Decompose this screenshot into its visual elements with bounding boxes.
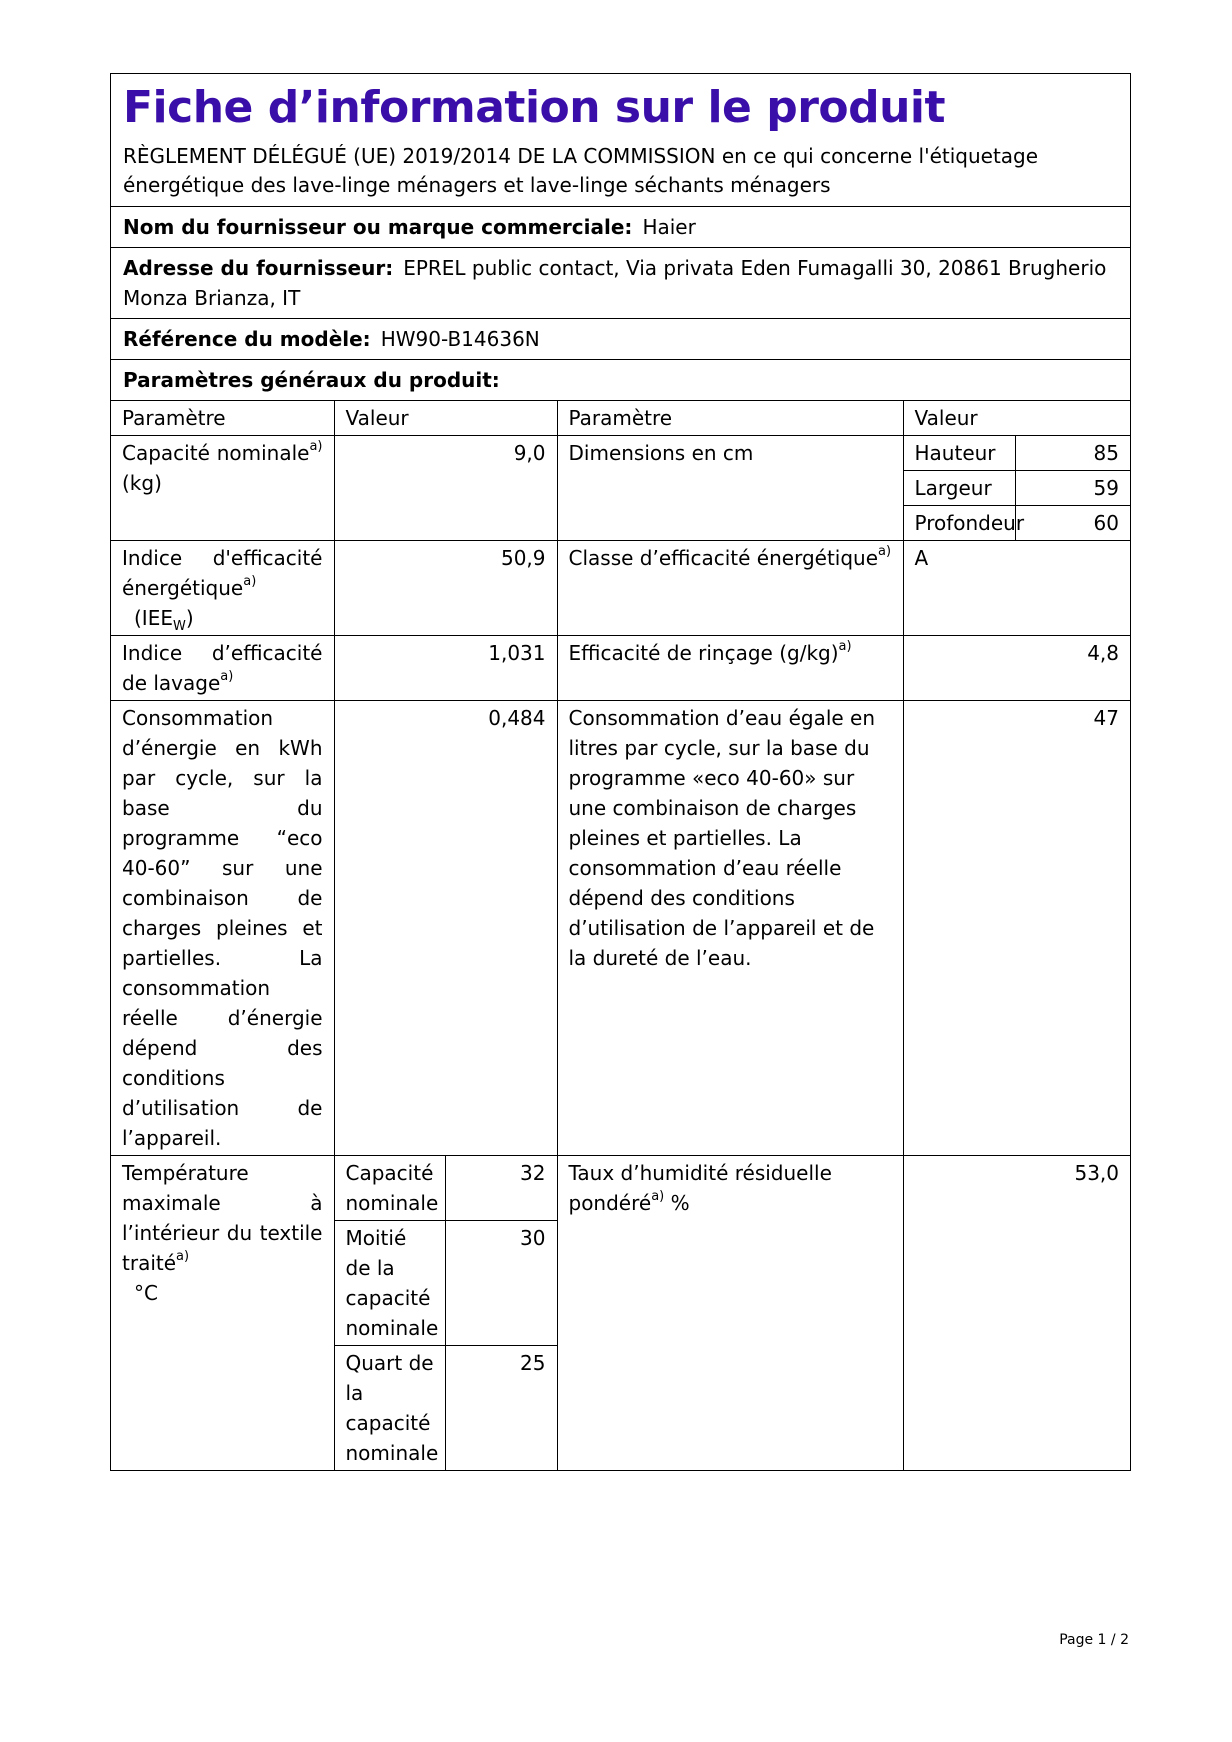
page-title: Fiche d’information sur le produit: [123, 82, 946, 133]
general-params-heading: Paramètres généraux du produit:: [123, 368, 500, 392]
capacity-label: Capacité nominale$^{a)}$ (kg): [111, 436, 334, 541]
page-number: Page 1 / 2: [1059, 1632, 1129, 1648]
eei-label: Indice d'efficacité énergétique$^{a)}$ $(IEE_W)$: [111, 541, 334, 636]
general-params-row: [111, 360, 1130, 401]
regulation-text: RÈGLEMENT DÉLÉGUÉ (UE) 2019/2014 DE LA COMMISSION en ce qui concerne l'étiquetage énergétique des lave-linge ménagers et lave-linge séchants ménagers: [123, 144, 1039, 197]
model-label: Référence du modèle:: [123, 327, 371, 351]
model-row: [111, 319, 1130, 360]
header-value: Valeur: [334, 401, 557, 436]
params-table: [111, 401, 1130, 1470]
washing-value: 1,031: [334, 636, 557, 701]
energy-consumption-value: 0,484: [334, 701, 557, 1156]
params-table-row: [111, 401, 1130, 1470]
supplier-label: Nom du fournisseur ou marque commerciale:: [123, 215, 633, 239]
max-temp-row-value: 25: [446, 1346, 557, 1471]
humidity-value: 53,0: [903, 1156, 1130, 1471]
width-value: 59: [1016, 471, 1131, 506]
max-temp-row-label: Moitié de la capacité nominale: [335, 1221, 446, 1346]
width-label: Largeur: [904, 471, 1016, 506]
supplier-value: Haier: [642, 215, 696, 239]
table-row: [111, 701, 1130, 1156]
max-temp-label: Température maximale à l’intérieur du textile traité$^{a)}$ °C: [111, 1156, 334, 1471]
energy-class-value: A: [903, 541, 1130, 636]
energy-class-label: Classe d’efficacité énergétique$^{a)}$: [557, 541, 903, 636]
table-row: [111, 436, 1130, 541]
header-param-2: Paramètre: [557, 401, 903, 436]
max-temp-row-value: 30: [446, 1221, 557, 1346]
dimensions-cell: [903, 436, 1130, 541]
model-value: HW90-B14636N: [380, 327, 540, 351]
address-value: EPREL public contact, Via privata Eden Fumagalli 30, 20861 Brugherio Monza Brianza, IT: [123, 256, 1107, 310]
max-temp-row-value: 32: [446, 1156, 557, 1221]
washing-label: Indice d’efficacité de lavage$^{a)}$: [111, 636, 334, 701]
supplier-row: [111, 207, 1130, 248]
dimensions-subtable: [904, 436, 1131, 540]
depth-value: 60: [1016, 506, 1131, 541]
water-consumption-label: Consommation d’eau égale en litres par cycle, sur la base du programme «eco 40-60» sur une combinaison de charges pleines et partielles. La consommation d’eau réelle dépend des conditions d’utilisation de l’appareil et de la dureté de l’eau.: [557, 701, 903, 1156]
table-row: [111, 1156, 1130, 1471]
product-information-sheet: [110, 73, 1131, 1471]
dimensions-label: Dimensions en cm: [557, 436, 903, 541]
max-temp-row-label: Quart de la capacité nominale: [335, 1346, 446, 1471]
address-label: Adresse du fournisseur:: [123, 256, 394, 280]
table-row: [111, 541, 1130, 636]
eei-value: 50,9: [334, 541, 557, 636]
max-temp-row-label: Capacité nominale: [335, 1156, 446, 1221]
max-temp-cell: [334, 1156, 557, 1471]
water-consumption-value: 47: [903, 701, 1130, 1156]
rinsing-value: 4,8: [903, 636, 1130, 701]
header-value-2: Valeur: [903, 401, 1130, 436]
max-temp-subtable: [335, 1156, 557, 1470]
header-param: Paramètre: [111, 401, 334, 436]
energy-consumption-label: Consommation d’énergie en kWh par cycle, sur la base du programme “eco 40-60” sur une combinaison de charges pleines et partielles. La consommation réelle d’énergie dépend des conditions d’utilisation de l’appareil.: [111, 701, 334, 1156]
table-header-row: [111, 401, 1130, 436]
capacity-value: 9,0: [334, 436, 557, 541]
table-row: [111, 636, 1130, 701]
depth-label: Profondeur: [904, 506, 1016, 541]
address-row: [111, 248, 1130, 319]
header-section: [111, 74, 1130, 207]
height-value: 85: [1016, 436, 1131, 471]
height-label: Hauteur: [904, 436, 1016, 471]
rinsing-label: Efficacité de rinçage $(g/kg)^{a)}$: [557, 636, 903, 701]
humidity-label: Taux d’humidité résiduelle pondéré$^{a)}$ %: [557, 1156, 903, 1471]
